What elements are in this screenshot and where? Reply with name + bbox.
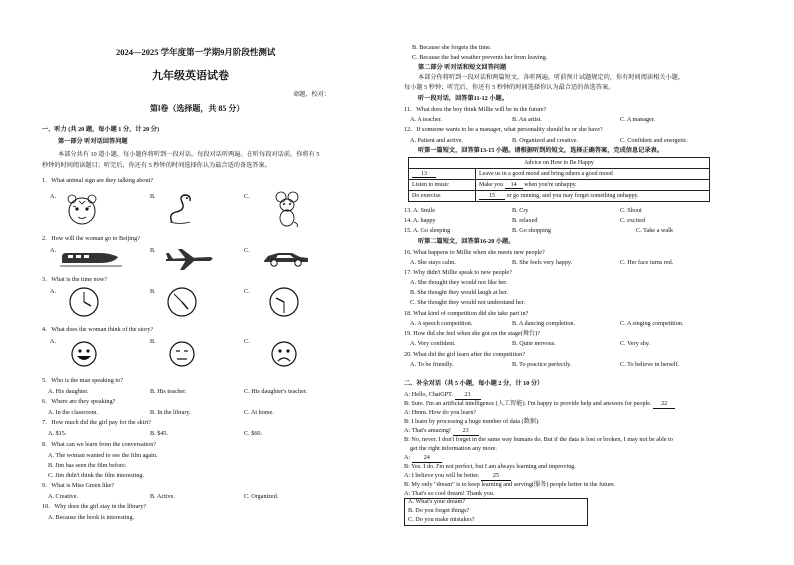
blank-25: 25 <box>481 472 511 481</box>
option-b: B. Do you forget things? <box>408 507 470 514</box>
table-title: Advice on How to Be Happy <box>409 158 710 169</box>
dialog-line-8-text: A: <box>404 454 411 461</box>
dialog-line-3: A: Hmm. How do you learn? <box>404 409 477 416</box>
q5-option-c: C. His daughter's teacher. <box>244 388 308 395</box>
bored-face-icon <box>168 340 196 368</box>
dialog-line-1-text: A: Hello, ChatGPT. <box>404 391 454 398</box>
dialog-line-5 <box>404 427 479 436</box>
q5-option-b: B. His teacher. <box>150 388 187 395</box>
happy-face-icon <box>70 340 98 368</box>
question-4: 4．What does the woman think of the story? <box>42 326 154 333</box>
dialog-line-2-text: B: Sure. I'm an artificial intelligence (人工智能). I'm happy to provide help and answers for people. <box>404 400 652 407</box>
q14-option-c: C. excited <box>620 217 646 224</box>
clock-icon-a <box>68 286 100 318</box>
q16-option-c: C. Her face turns red. <box>620 259 674 266</box>
dialog-line-1 <box>404 391 481 400</box>
dialog-line-10 <box>404 472 511 481</box>
train-icon <box>60 247 122 269</box>
q11-option-b: B. An artist. <box>512 116 542 123</box>
q4-label-a: A. <box>50 338 57 345</box>
clock-icon-c <box>268 286 300 318</box>
question-5: 5．Who is the man speaking to? <box>42 377 123 384</box>
q1-label-c: C. <box>244 193 250 200</box>
dialog-line-9: B: Yes. I do. I'm not perfect, but I am always learning and improving. <box>404 463 576 470</box>
mouse-icon <box>274 190 300 228</box>
q12-option-b: B. Organized and creative. <box>512 137 579 144</box>
blank-22: 22 <box>653 400 675 409</box>
q12-option-a: A. Patient and active. <box>410 137 464 144</box>
part2-intro-2: 每小题 5 秒钟；听完后，你还有 5 秒钟的时间选择你认为最合适的备选答案。 <box>404 84 615 91</box>
dialog-line-12: A: That's so cool dream! Thank you. <box>404 490 495 497</box>
table-cell <box>476 191 710 202</box>
blank-15: 15 <box>479 193 505 200</box>
q19-option-a: A. Very confident. <box>410 340 456 347</box>
dialog-line-2 <box>404 400 675 409</box>
q7-option-a: A. $15. <box>48 430 67 437</box>
blank-21: 21 <box>455 391 481 400</box>
option-c: C. Do you make mistakes? <box>408 516 475 523</box>
question-20: 20. What did the girl learn after the competition? <box>404 351 526 358</box>
exam-title: 2024—2025 学年度第一学期9月阶段性测试 <box>116 47 276 57</box>
question-3: 3．What is the time now? <box>42 276 107 283</box>
q2-label-c: C. <box>244 247 250 254</box>
q2-label-b: B. <box>150 247 156 254</box>
q11-option-c: C. A manager. <box>620 116 656 123</box>
q18-option-b: B. A dancing completion. <box>512 320 576 327</box>
q17-option-b: B. She thought they would laugh at her. <box>410 289 509 296</box>
question-2: 2．How will the woman go to Beijing? <box>42 235 140 242</box>
q17-option-a: A. She thought they would not like her. <box>410 279 508 286</box>
question-10: 10．Why does the girl stay in the library? <box>42 503 147 510</box>
dialog-line-10-text: A: I believe you will be better. <box>404 472 480 479</box>
table-cell: Do exercise <box>409 191 476 202</box>
dialog-line-4: B: I learn by processing a huge number of data (数据). <box>404 418 540 425</box>
q9-option-a: A. Creative. <box>48 493 79 500</box>
part2-title: 第二部分 听对话和短文回答问题 <box>418 64 507 71</box>
q18-option-c: C. A singing competition. <box>620 320 684 327</box>
q6-option-c: C. At home. <box>244 409 274 416</box>
q3-label-b: B. <box>150 288 156 295</box>
q16-option-b: B. She feels very happy. <box>512 259 573 266</box>
part2-intro-1: 本部分你将听到一段对话和两篇短文，各听两遍。听前预计试题规定的，你有时间阅读相关小题， <box>418 74 685 81</box>
q13-option-b: B. Cry <box>512 207 529 214</box>
question-18: 18. What kind of competition did she take part in? <box>404 310 529 317</box>
blank-24: 24 <box>412 454 442 463</box>
car-icon <box>262 248 310 268</box>
dialog-line-8 <box>404 454 442 463</box>
advice-table <box>408 157 710 202</box>
q10-option-c: C. Because the bad weather prevents her from leaving. <box>412 54 548 61</box>
blank-14: 14 <box>505 182 523 189</box>
question-17: 17. Why didn't Millie speak to new people? <box>404 269 512 276</box>
q17-option-c: C. She thought they would not understand her. <box>410 299 525 306</box>
q10-option-a: A. Because the book is interesting. <box>48 514 135 521</box>
volume-title: 第Ⅰ卷（选择题，共 85 分） <box>150 104 245 113</box>
q3-label-a: A. <box>50 288 57 295</box>
question-16: 16. What happens to Millie when she meets new people? <box>404 249 545 256</box>
part1-title: 第一部分 听对话回答问题 <box>58 138 128 145</box>
question-12: 12．If someone wants to be a manager, what personality should he or she have? <box>404 126 603 133</box>
q10-option-b: B. Because she forgets the time. <box>412 44 492 51</box>
question-7: 7．How much did the girl pay for the skirt? <box>42 419 151 426</box>
clock-icon-b <box>166 286 198 318</box>
q6-option-b: B. In the library. <box>150 409 191 416</box>
passage1-title: 听第一篇短文，回答第13-15 小题。请根据听到的短文，选择正确答案，完成信息记录表。 <box>418 147 663 154</box>
question-9: 9．What is Miss Green like? <box>42 482 115 489</box>
q18-option-a: A. A speech competition. <box>410 320 473 327</box>
question-1: 1．What animal sign are they talking about? <box>42 177 153 184</box>
authors-line: 命题、校对： <box>293 91 331 98</box>
q20-option-b: B. To practice perfectly. <box>512 361 572 368</box>
table-row <box>409 191 710 202</box>
q4-label-c: C. <box>244 338 250 345</box>
q8-option-b: B. Jim has seen the film before. <box>48 462 127 469</box>
dialog-line-6: B: No, never. I don't forget in the same way humans do. But if the data is lost or broken, I may not be able to <box>404 436 673 443</box>
q7-option-c: C. $60. <box>244 430 263 437</box>
q11-option-a: A. A teacher. <box>410 116 442 123</box>
q7-option-b: B. $45. <box>150 430 169 437</box>
listening-section-title: 一、听力 (共 20 题，每小题 1 分，计 20 分) <box>42 126 160 133</box>
row2-pre: Make you <box>479 181 504 188</box>
blank-13: 13 <box>412 171 436 178</box>
dialog-line-5-text: A: That's amazing! <box>404 427 452 434</box>
row3-post: or go running, and you may forget something unhappy. <box>506 192 639 199</box>
q19-option-b: B. Quite nervous. <box>512 340 556 347</box>
question-11: 11．What does the boy think Millie will be in the future? <box>404 106 547 113</box>
q16-option-a: A. She stays calm. <box>410 259 456 266</box>
table-cell: Listen to music <box>409 180 476 191</box>
part1-intro-2: 秒钟的时间阅读题目；听完后，你还有 5 秒钟的时间选择你认为最合适的备选答案。 <box>42 162 271 169</box>
q1-label-a: A. <box>50 193 57 200</box>
q14-option-a: 14. A. happy <box>404 217 436 224</box>
q15-option-b: B. Go shopping <box>512 227 552 234</box>
q15-option-a: 15. A. Go sleeping <box>404 227 451 234</box>
table-cell: Leave us in a good mood and bring others a good mood <box>476 169 710 180</box>
q5-option-a: A. His daughter. <box>48 388 89 395</box>
q1-label-b: B. <box>150 193 156 200</box>
q19-option-c: C. Very shy. <box>620 340 651 347</box>
dialog-section-title: 二、补全对话（共 5 小题，每小题 2 分，计 10 分） <box>404 380 544 387</box>
q8-option-a: A. The woman wanted to see the film again. <box>48 452 158 459</box>
sad-face-icon <box>270 340 298 368</box>
q8-option-c: C. Jim didn't think the film interesting. <box>48 472 144 479</box>
dialog-line-11: B: My only "dream" is to keep learning and serving(服务) people better in the future. <box>404 481 616 488</box>
q13-option-a: 13. A. Smile <box>404 207 435 214</box>
table-row <box>409 180 710 191</box>
row2-post: when you're unhappy. <box>524 181 577 188</box>
q15-option-c: C. Take a walk <box>636 227 673 234</box>
table-row <box>409 169 710 180</box>
part1-intro-1: 本部分共有 10 道小题，每小题你将听到一段对话，每段对话听两遍。在听每段对话前，你将有 5 <box>58 151 320 158</box>
q13-option-c: C. Shout <box>620 207 642 214</box>
option-a: A. What's your dream? <box>408 498 466 505</box>
dialog-title: 听一段对话，回答第11-12 小题。 <box>418 95 508 102</box>
passage2-title: 听第二篇短文，回答第16-20 小题。 <box>418 238 515 245</box>
q12-option-c: C. Confident and energetic. <box>620 137 689 144</box>
q4-label-b: B. <box>150 338 156 345</box>
subject-title: 九年级英语试卷 <box>152 70 229 82</box>
q2-label-a: A. <box>50 247 57 254</box>
question-19: 19. How did she feel when she got on the stage(舞台)? <box>404 330 540 337</box>
q20-option-c: C. To believe in herself. <box>620 361 680 368</box>
snake-icon <box>166 192 194 226</box>
question-6: 6．Where are they speaking? <box>42 398 116 405</box>
q6-option-a: A. In the classroom. <box>48 409 99 416</box>
table-title-row <box>409 158 710 169</box>
airplane-icon <box>164 246 216 272</box>
blank-23: 23 <box>453 427 479 436</box>
q20-option-a: A. To be friendly. <box>410 361 454 368</box>
tiger-icon <box>64 192 100 228</box>
q9-option-b: B. Active. <box>150 493 175 500</box>
q9-option-c: C. Organized. <box>244 493 279 500</box>
q14-option-b: B. relaxed <box>512 217 538 224</box>
dialog-line-7: get the right information any more. <box>410 445 497 452</box>
q3-label-c: C. <box>244 288 250 295</box>
question-8: 8．What can we learn from the conversation? <box>42 441 157 448</box>
table-cell <box>476 180 710 191</box>
